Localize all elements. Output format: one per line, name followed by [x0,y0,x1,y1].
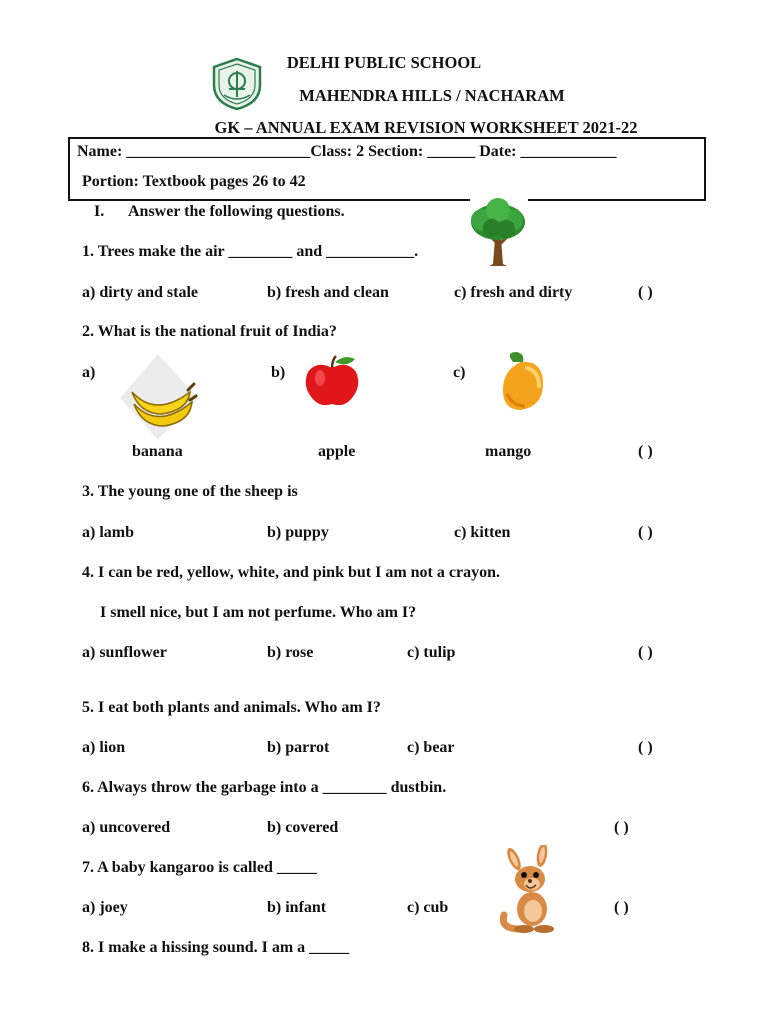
kangaroo-icon [500,845,564,933]
worksheet-title: GK – ANNUAL EXAM REVISION WORKSHEET 2021-22 [214,118,638,137]
q5-answer-box[interactable]: ( ) [638,739,653,756]
q5-option-c: c) bear [407,739,455,756]
q6-option-b: b) covered [267,819,339,836]
q3-option-a: a) lamb [82,524,134,541]
school-name: DELHI PUBLIC SCHOOL [286,53,482,72]
section-numeral: I. [94,203,105,220]
mango-icon [497,350,549,414]
q2-option-b: b) [271,364,286,381]
q5-option-b: b) parrot [267,739,330,756]
q1-option-c: c) fresh and dirty [454,284,573,301]
q7-option-a: a) joey [82,899,128,916]
q4-option-b: b) rose [267,644,314,661]
info-box-bottom-left [68,199,470,201]
info-box-bottom-right [528,199,706,201]
question-8: 8. I make a hissing sound. I am a _____ [82,939,350,956]
question-5: 5. I eat both plants and animals. Who am I? [82,699,381,716]
student-details-line: Name: _______________________Class: 2 Section: ______ Date: ____________ [77,143,617,160]
q5-option-a: a) lion [82,739,126,756]
q6-answer-box[interactable]: ( ) [614,819,629,836]
q1-answer-box[interactable]: ( ) [638,284,653,301]
q2-option-c: c) [453,364,466,381]
q2-label-mango: mango [485,443,532,460]
tree-icon [468,198,528,268]
q3-answer-box[interactable]: ( ) [638,524,653,541]
section-instruction: Answer the following questions. [128,203,345,220]
q3-option-b: b) puppy [267,524,329,541]
question-4: 4. I can be red, yellow, white, and pink but I am not a crayon. [82,564,500,581]
question-2: 2. What is the national fruit of India? [82,323,337,340]
question-1: 1. Trees make the air ________ and ___________. [82,243,419,260]
q2-label-apple: apple [318,443,356,460]
apple-icon [303,354,361,408]
q7-option-c: c) cub [407,899,449,916]
q7-answer-box[interactable]: ( ) [614,899,629,916]
q4-answer-box[interactable]: ( ) [638,644,653,661]
q7-option-b: b) infant [267,899,327,916]
q1-option-a: a) dirty and stale [82,284,198,301]
q2-answer-box[interactable]: ( ) [638,443,653,460]
question-6: 6. Always throw the garbage into a ________ dustbin. [82,779,447,796]
q4-option-c: c) tulip [407,644,456,661]
question-7: 7. A baby kangaroo is called _____ [82,859,317,876]
banana-icon [118,352,200,442]
question-4-continued: I smell nice, but I am not perfume. Who am I? [100,604,417,621]
portion-line: Portion: Textbook pages 26 to 42 [82,173,306,190]
school-branch: MAHENDRA HILLS / NACHARAM [299,86,565,105]
q2-option-a: a) [82,364,96,381]
q6-option-a: a) uncovered [82,819,171,836]
question-3: 3. The young one of the sheep is [82,483,298,500]
q3-option-c: c) kitten [454,524,511,541]
q4-option-a: a) sunflower [82,644,167,661]
q2-label-banana: banana [132,443,183,460]
q1-option-b: b) fresh and clean [267,284,389,301]
